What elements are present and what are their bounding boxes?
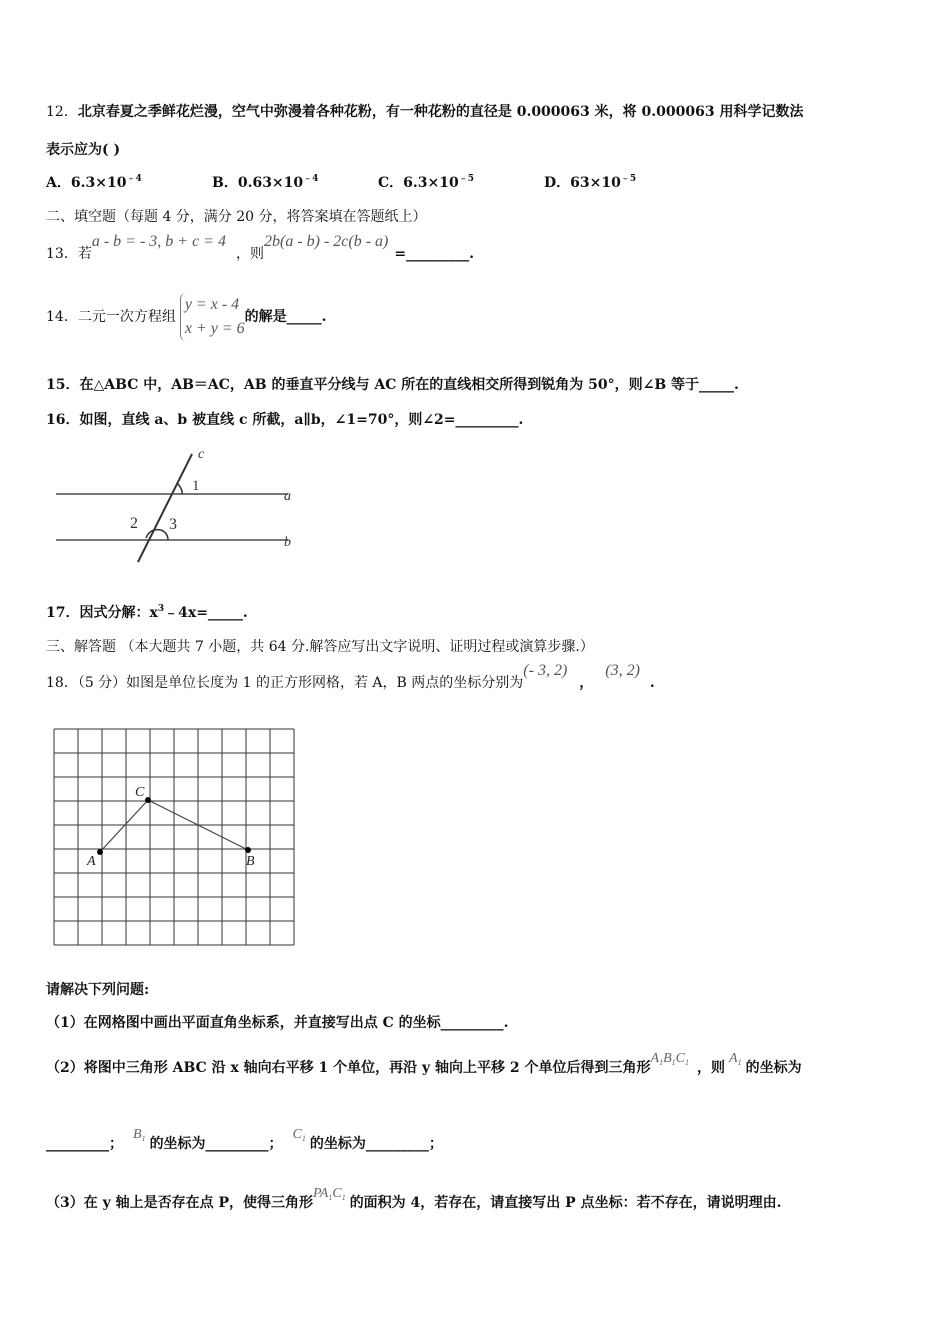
q12-line1 bbox=[46, 102, 803, 122]
q18-point-c1: $C_1$ bbox=[292, 1127, 306, 1143]
label-point-b: B bbox=[246, 854, 255, 869]
q14-number: 14．二元一次方程组 bbox=[46, 309, 176, 325]
section3-heading: 三、解答题 （本大题共 7 小题，共 64 分.解答应写出文字说明、证明过程或演算步骤.） bbox=[46, 639, 594, 655]
q12-number: 12． bbox=[46, 104, 78, 120]
q18-triangle-a1b1c1: $A_1B_1C_1$ bbox=[650, 1051, 690, 1067]
segment-ac bbox=[100, 800, 148, 852]
q17-exponent: 3 bbox=[157, 604, 165, 614]
q12-option-a: A．$6.3\times 10^{﹣4}$ bbox=[46, 174, 142, 191]
label-point-a: A bbox=[87, 854, 96, 869]
q17 bbox=[46, 603, 248, 623]
q18-part2-coord-label: 的坐标为 bbox=[745, 1060, 802, 1076]
q18-end: . bbox=[649, 675, 655, 691]
angle3-arc bbox=[161, 530, 168, 540]
q18-part2-then: ，则 bbox=[697, 1060, 726, 1076]
q18-intro bbox=[46, 660, 655, 706]
point-a bbox=[97, 849, 103, 855]
q18-coord-b: (3, 2) bbox=[605, 662, 640, 679]
q18-separator: ， bbox=[579, 675, 594, 691]
q17-text-post: ﹣4x=_____. bbox=[164, 605, 248, 621]
q18-part3-text-post: 的面积为 4，若存在，请直接写出 P 点坐标：若不存在，请说明理由. bbox=[349, 1195, 782, 1211]
q18-coord-a: (- 3, 2) bbox=[523, 662, 568, 679]
q12-line2: 表示应为( ) bbox=[46, 142, 121, 158]
line-c bbox=[138, 454, 192, 562]
q12-option-c: C．$6.3\times 10^{﹣5}$ bbox=[378, 174, 474, 191]
q12-option-b: B．$0.63\times 10^{﹣4}$ bbox=[212, 174, 319, 191]
q18-point-b1: $B_1$ bbox=[133, 1127, 146, 1143]
angle1-arc bbox=[178, 484, 182, 494]
q18-part3 bbox=[46, 1183, 781, 1224]
point-c bbox=[145, 797, 151, 803]
q14-equation-1: y = x - 4 bbox=[184, 296, 240, 313]
q18-part2-line1 bbox=[46, 1048, 802, 1089]
q18-part3-text: （3）在 y 轴上是否存在点 P，使得三角形 bbox=[46, 1195, 314, 1211]
q18-point-a1: $A_1$ bbox=[729, 1051, 742, 1067]
q13-condition: a - b = - 3, b + c = 4 bbox=[91, 233, 226, 250]
q14-equation-2: x + y = 6 bbox=[184, 320, 245, 337]
q18-grid-figure bbox=[50, 726, 302, 950]
label-angle2: 2 bbox=[130, 515, 138, 532]
q13-then: ，则 bbox=[235, 246, 264, 262]
q16: 16．如图，直线 a、b 被直线 c 所截，a∥b，∠1=70°，则∠2=_________. bbox=[46, 412, 524, 428]
q13-blank: =_________. bbox=[394, 246, 474, 262]
q18-part2-text: （2）将图中三角形 ABC 沿 x 轴向右平移 1 个单位，再沿 y 轴向上平移 2 个单位后得到三角形 bbox=[46, 1060, 651, 1076]
q14-blank: 的解是_____. bbox=[244, 309, 327, 325]
q12-options bbox=[46, 173, 636, 193]
angle2-arc bbox=[146, 530, 161, 538]
q18-part1: （1）在网格图中画出平面直角坐标系，并直接写出点 C 的坐标_________. bbox=[46, 1015, 509, 1031]
q17-text-pre: 17．因式分解：x bbox=[46, 605, 158, 621]
q18-a1-blank: _________； bbox=[46, 1136, 123, 1152]
q18-part2-line2 bbox=[46, 1124, 443, 1165]
q13-expression: 2b(a - b) - 2c(b - a) bbox=[263, 233, 389, 250]
label-b: b bbox=[284, 535, 291, 550]
q14 bbox=[46, 290, 327, 344]
q15: 15．在△ABC 中，AB＝AC，AB 的垂直平分线与 AC 所在的直线相交所得到锐角为 50°，则∠B 等于_____. bbox=[46, 377, 739, 393]
label-point-c: C bbox=[135, 785, 145, 800]
q18-prompt: 请解决下列问题: bbox=[46, 982, 150, 998]
label-a: a bbox=[284, 489, 291, 504]
q12-option-d: D．$63\times 10^{﹣5}$ bbox=[544, 174, 637, 191]
q18-b1-blank: 的坐标为_________； bbox=[149, 1136, 283, 1152]
section2-heading: 二、填空题（每题 4 分，满分 20 分，将答案填在答题纸上） bbox=[46, 209, 427, 225]
label-angle1: 1 bbox=[192, 478, 200, 494]
label-angle3: 3 bbox=[169, 516, 177, 533]
q13 bbox=[46, 233, 474, 272]
q18-intro-text: 18．（5 分）如图是单位长度为 1 的正方形网格，若 A，B 两点的坐标分别为 bbox=[46, 675, 524, 691]
point-b bbox=[245, 847, 251, 853]
q12-text: 北京春夏之季鲜花烂漫，空气中弥漫着各种花粉，有一种花粉的直径是 0.000063 米，将 0.000063 用科学记数法 bbox=[77, 104, 804, 120]
q16-figure bbox=[50, 446, 310, 566]
grid-lines bbox=[54, 729, 294, 945]
label-c: c bbox=[198, 447, 205, 462]
q14-equation-system bbox=[180, 293, 245, 341]
q18-triangle-pa1c1: $PA_1C_1$ bbox=[313, 1186, 346, 1202]
q18-c1-blank: 的坐标为_________； bbox=[309, 1136, 443, 1152]
q13-number: 13．若 bbox=[46, 246, 92, 262]
